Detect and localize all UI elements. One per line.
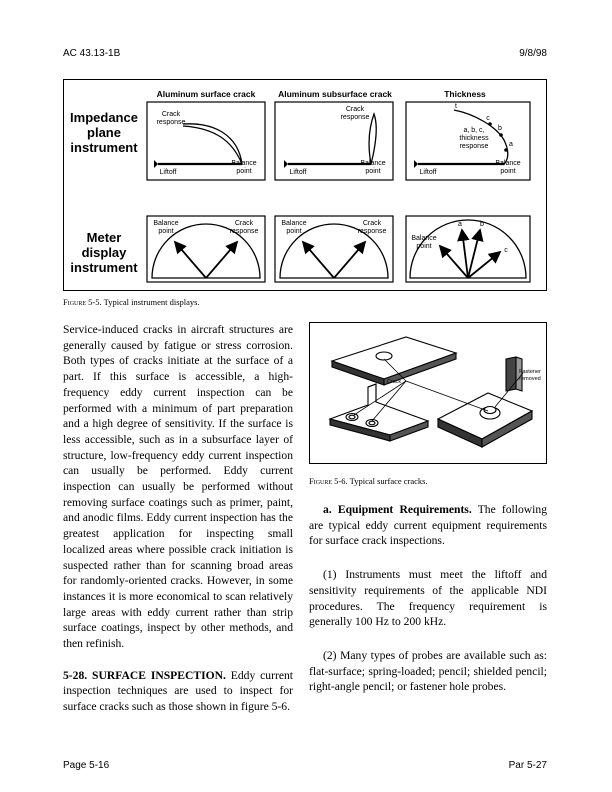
crack-response-label: response	[229, 228, 259, 235]
right-column	[309, 502, 547, 695]
row-label-meter-1: Meter	[86, 230, 122, 245]
paragraph-intro: Service-induced cracks in aircraft structures are generally caused by fatigue or stress corrosion. Both types of cracks initiate at the surface of a part. If this surface is accessible, a high-frequency eddy current inspection can be performed with a minimum of part preparation and a high degree of sensitivity. If the surface is less accessible, such as in a subsurface layer of structure, low-frequency eddy current inspection can usually be performed. Eddy current inspection can usually be performed without removing surface coatings such as primer, paint, and anodic films. Eddy current inspection has the greatest application for inspecting small localized areas where possible crack initiation is suspected rather than for scanning broad areas for randomly-oriented cracks. However, in some instances it is more economical to scan relatively large areas with eddy current rather than strip surface coatings, inspect by other methods, and then refinish.	[63, 323, 293, 651]
figure-5-5-caption	[63, 297, 200, 307]
fastener-label: Fastener	[519, 369, 541, 375]
figure-5-5	[63, 79, 547, 291]
item-2-label: (2)	[323, 648, 337, 662]
balance-point-label: Balance	[231, 160, 257, 167]
balance-point-label: Balance	[153, 220, 179, 227]
crack-response-label: response	[340, 114, 370, 121]
figure-5-5-caption-text: Typical instrument displays.	[101, 297, 200, 307]
section-text: Eddy current inspection techniques are used to inspect for surface cracks such as those shown in figure 5-6.	[63, 668, 293, 714]
balance-point-label: Balance	[495, 160, 521, 167]
meter-b-label: b	[480, 221, 484, 228]
item-2	[309, 648, 547, 695]
crack-response-label: Crack	[161, 111, 181, 118]
crack-label: Crack	[386, 379, 402, 385]
fastener-label: removed	[519, 376, 541, 382]
balance-point-label: point	[416, 243, 432, 250]
figure-5-6-caption	[309, 476, 428, 486]
paragraph-a-heading: a. Equipment Requirements.	[323, 503, 472, 516]
balance-point-label: point	[365, 168, 381, 175]
item-1-label: (1)	[323, 568, 337, 582]
row-label-impedance-2: plane	[87, 125, 121, 140]
crack-response-label: Crack	[234, 220, 254, 227]
balance-point-label: point	[236, 168, 252, 175]
crack-response-label: response	[156, 119, 186, 126]
balance-point-label: Balance	[360, 160, 386, 167]
thickness-desc: a, b, c,	[463, 127, 485, 134]
crack-response-label: response	[357, 228, 387, 235]
row-label-meter-2: display	[81, 245, 127, 260]
impedance-panel-thickness	[406, 102, 530, 180]
figure-5-5-drawing	[64, 80, 546, 290]
col-title-subsurface: Aluminum subsurface crack	[278, 89, 392, 99]
item-2-text: Many types of probes are available such as: flat-surface; spring-loaded; pencil; shielded pencil; right-angle pencil; or fastener hole probes.	[309, 648, 547, 694]
footer-right: Par 5-27	[508, 760, 547, 771]
meter-panel-thickness	[406, 216, 530, 282]
item-1	[309, 567, 547, 630]
impedance-panel-subsurface	[275, 102, 393, 180]
row-label-impedance-1: Impedance	[70, 110, 138, 125]
impedance-panel-surface	[147, 102, 265, 180]
liftoff-label: Liftoff	[159, 169, 177, 176]
liftoff-label: Liftoff	[419, 169, 437, 176]
figure-5-6-caption-label: Figure 5-6.	[309, 476, 348, 486]
thickness-a-label: a	[509, 141, 513, 148]
paragraph-a-text: The following are typical eddy current equipment requirements for surface crack inspections.	[309, 503, 547, 548]
thickness-c-label: c	[486, 115, 490, 122]
figure-5-6-drawing	[310, 323, 546, 463]
balance-point-label: Balance	[281, 220, 307, 227]
balance-point-label: point	[286, 228, 302, 235]
header-right: 9/8/98	[519, 48, 547, 59]
figure-5-6	[309, 322, 547, 464]
paragraph-a	[309, 502, 547, 549]
figure-5-6-caption-text: Typical surface cracks.	[347, 476, 428, 486]
thickness-b-label: b	[498, 125, 502, 132]
row-label-impedance-3: instrument	[70, 140, 138, 155]
figure-5-5-caption-label: Figure 5-5.	[63, 297, 102, 307]
thickness-t-label: t	[455, 103, 457, 110]
balance-point-label: Balance	[411, 235, 437, 242]
section-heading: 5-28. SURFACE INSPECTION.	[63, 668, 226, 682]
crack-response-label: Crack	[362, 220, 382, 227]
liftoff-label: Liftoff	[289, 169, 307, 176]
item-1-text: Instruments must meet the liftoff and sensitivity requirements of the applicable NDI procedures. The frequency requirement is generally 100 Hz to 200 kHz.	[309, 568, 547, 629]
meter-c-label: c	[504, 247, 508, 254]
meter-panel-surface	[147, 216, 265, 282]
left-column	[63, 322, 293, 715]
meter-panel-subsurface	[275, 216, 393, 282]
row-label-meter-3: instrument	[70, 260, 138, 275]
footer-left: Page 5-16	[63, 760, 110, 771]
thickness-desc: response	[459, 143, 489, 150]
col-title-thickness: Thickness	[444, 89, 486, 99]
header-left: AC 43.13-1B	[63, 48, 121, 59]
col-title-surface: Aluminum surface crack	[156, 89, 256, 99]
section-5-28	[63, 668, 293, 715]
crack-response-label: Crack	[345, 106, 365, 113]
balance-point-label: point	[500, 168, 516, 175]
thickness-desc: thickness	[459, 135, 489, 142]
balance-point-label: point	[158, 228, 174, 235]
meter-a-label: a	[458, 221, 462, 228]
